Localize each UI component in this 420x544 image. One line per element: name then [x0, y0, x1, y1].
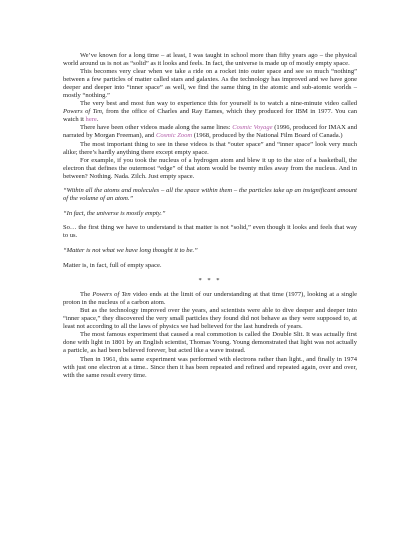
powers-of-ten-title: Powers of Ten	[63, 108, 102, 116]
paragraph-8: Matter is, in fact, full of empty space.	[63, 261, 162, 269]
powers-of-ten-title-2: Powers of Ten	[92, 291, 131, 299]
paragraph-4	[63, 124, 357, 140]
cosmic-voyage-link[interactable]: Cosmic Voyage	[232, 124, 273, 132]
paragraph-4-text-a: There have been other videos made along the same lines:	[80, 124, 233, 132]
section-separator: * * *	[198, 276, 222, 284]
paragraph-7: So… the first thing we have to understand is that matter is not “solid,” even though it looks and feels that way to us.	[63, 224, 357, 240]
quote-2: “In fact, the universe is mostly empty.”	[63, 209, 166, 217]
paragraph-9	[63, 291, 357, 307]
paragraph-10: But as the technology improved over the years, and scientists were able to dive deeper and deeper into “inner space,” they discovered the very small particles they found did not behave as they were supposed to, at least not according to all the laws of physics we had believed for the last hundreds of years.	[63, 307, 357, 331]
paragraph-3-text-b: , from the office of Charles and Ray Eames, which they produced for IBM in 1977. You can watch it	[63, 108, 357, 124]
quote-1: “Within all the atoms and molecules – all the space within them – the particles take up an insignificant amount of the volume of an atom.”	[63, 187, 357, 203]
cosmic-zoom-link[interactable]: Cosmic Zoom	[155, 132, 193, 140]
paragraph-9-text-a: The	[80, 291, 93, 299]
paragraph-5: The most important thing to see in these videos is that “outer space” and “inner space” look very much alike; there’s hardly anything there except empty space.	[63, 140, 357, 156]
paragraph-4-text-b: (1996, produced for IMAX and narrated by Morgan Freeman), and	[63, 124, 358, 140]
paragraph-3-text-c: .	[96, 116, 99, 124]
paragraph-3-text-a: The very best and most fun way to experience this for yourself is to watch a nine-minute video called	[80, 100, 357, 108]
paragraph-6: For example, if you took the nucleus of a hydrogen atom and blew it up to the size of a basketball, the electron that defines the outermost “edge” of that atom would be twenty miles away from the nucleus. And in between? Nothing. Nada. Zilch. Just empty space.	[63, 156, 357, 180]
paragraph-11: The most famous experiment that caused a real commotion is called the Double Slit. It was actually first done with light in 1801 by an English scientist, Thomas Young. Young demonstrated that light was not actually a particle, as had been believed forever, but acted like a wave instead.	[63, 331, 357, 355]
paragraph-4-text-c: (1968, produced by the National Film Board of Canada.)	[192, 132, 343, 140]
watch-here-link[interactable]: here	[85, 116, 97, 124]
paragraph-12: Then in 1961, this same experiment was performed with electrons rather than light., and finally in 1974 with just one electron at a time.. Since then it has been repeated and refined and repeated again, over and over, with the same result every time.	[63, 355, 357, 379]
paragraph-1: We’ve known for a long time – at least, I was taught in school more than fifty years ago – the physical world around us is not as “solid” as it looks and feels. In fact, the universe is made up of mostly empty space.	[63, 52, 357, 68]
paragraph-2: This becomes very clear when we take a ride on a rocket into outer space and see so much “nothing” between a few particles of matter called stars and galaxies. As the technology has improved and we have gone deeper and deeper into “inner space” as well, we find the same thing in the atomic and sub-atomic worlds – mostly “nothing.”	[63, 68, 357, 100]
quote-3: “Matter is not what we have long thought it to be.”	[63, 246, 198, 254]
paragraph-9-text-b: video ends at the limit of our understanding at that time (1977), looking at a single proton in the nucleus of a carbon atom.	[63, 291, 357, 307]
document-body	[63, 52, 357, 380]
paragraph-3	[63, 100, 357, 124]
